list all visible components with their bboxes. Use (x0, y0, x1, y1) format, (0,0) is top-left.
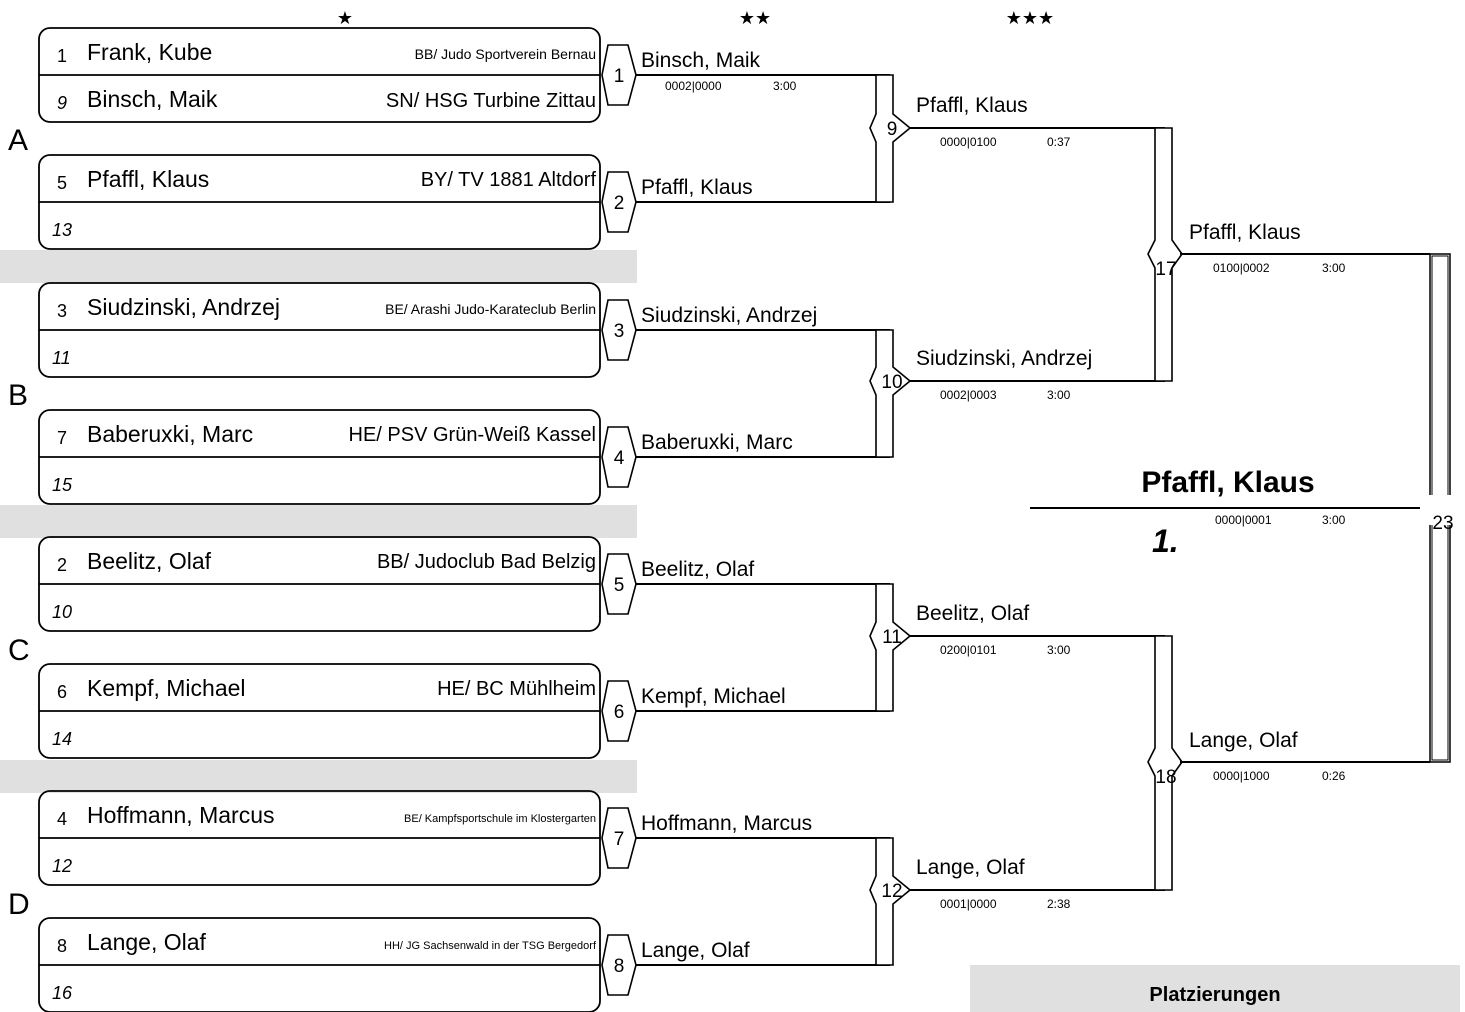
match-winner[interactable]: Binsch, Maik (641, 49, 761, 72)
match-10 (870, 330, 1165, 457)
match-winner[interactable]: Siudzinski, Andrzej (641, 304, 818, 327)
match-time: 3:00 (773, 79, 797, 93)
entry-seed: 5 (57, 173, 68, 193)
match-4 (602, 427, 890, 487)
match-number: 4 (613, 448, 625, 469)
match-hexagon (870, 330, 910, 457)
match-score: 0200|0101 (940, 643, 997, 657)
match-number: 10 (881, 372, 903, 393)
match-winner[interactable]: Pfaffl, Klaus (1189, 221, 1301, 244)
match-time: 0:37 (1047, 135, 1071, 149)
entry-club: BB/ Judoclub Bad Belzig (376, 551, 596, 573)
entry-seed: 12 (52, 856, 73, 876)
entry-seed: 10 (52, 602, 73, 622)
match-5 (602, 554, 890, 614)
match-winner[interactable]: Lange, Olaf (1189, 729, 1298, 752)
match-winner[interactable]: Hoffmann, Marcus (641, 812, 813, 835)
match-number: 6 (613, 702, 625, 723)
entry-seed: 13 (52, 220, 73, 240)
match-time: 3:00 (1047, 388, 1071, 402)
entry-club: BB/ Judo Sportverein Bernau (414, 46, 596, 62)
match-11 (870, 584, 1165, 711)
entry-seed: 9 (57, 93, 68, 113)
match-hexagon (1148, 636, 1182, 890)
match-score: 0000|1000 (1213, 769, 1270, 783)
match-12 (870, 838, 1165, 965)
match-number: 3 (613, 321, 625, 342)
pool-label-a: A (8, 124, 29, 157)
entry-pair (39, 664, 600, 758)
match-time: 0:26 (1322, 769, 1346, 783)
match-winner[interactable]: Kempf, Michael (641, 685, 786, 708)
entry-club: BE/ Kampfsportschule im Klostergarten (404, 813, 596, 825)
entry-club: HH/ JG Sachsenwald in der TSG Bergedorf (384, 940, 596, 952)
entry-seed: 14 (52, 729, 73, 749)
final-match-number: 23 (1432, 513, 1454, 534)
entry-seed: 4 (57, 809, 68, 829)
match-score: 0100|0002 (1213, 261, 1270, 275)
match-score: 0002|0003 (940, 388, 997, 402)
round2-star: ★★ (738, 8, 772, 28)
entry-name[interactable]: Siudzinski, Andrzej (87, 294, 281, 320)
match-winner[interactable]: Lange, Olaf (916, 856, 1025, 879)
entry-name[interactable]: Beelitz, Olaf (87, 548, 211, 574)
match-winner[interactable]: Beelitz, Olaf (641, 558, 755, 581)
match-1 (602, 45, 890, 105)
match-2 (602, 172, 890, 232)
match-hexagon (1148, 128, 1182, 381)
entry-pair (39, 791, 600, 885)
match-winner[interactable]: Baberuxki, Marc (641, 431, 793, 454)
entry-pair (39, 537, 600, 631)
entry-pair (39, 28, 600, 122)
entry-seed: 16 (52, 983, 73, 1003)
match-score: 0001|0000 (940, 897, 997, 911)
pool-separator (0, 760, 637, 793)
entry-name[interactable]: Baberuxki, Marc (87, 421, 254, 447)
round3-star: ★★★ (1005, 8, 1055, 28)
match-number: 12 (881, 881, 903, 902)
match-7 (602, 808, 890, 868)
match-3 (602, 300, 890, 360)
entry-pair (39, 283, 600, 377)
match-winner[interactable]: Pfaffl, Klaus (641, 176, 753, 199)
entry-club: BE/ Arashi Judo-Karateclub Berlin (385, 301, 596, 317)
pool-label-c: C (8, 634, 30, 667)
match-number: 9 (886, 119, 898, 140)
match-winner[interactable]: Beelitz, Olaf (916, 602, 1030, 625)
match-score: 0002|0000 (665, 79, 722, 93)
match-number: 17 (1155, 259, 1177, 280)
entry-seed: 2 (57, 555, 68, 575)
final-match (1030, 254, 1462, 762)
match-number: 8 (613, 956, 625, 977)
round1-matches (602, 45, 890, 995)
entry-seed: 1 (57, 46, 68, 66)
entry-seed: 11 (52, 348, 71, 368)
entry-name[interactable]: Lange, Olaf (87, 929, 206, 955)
round1-star: ★ (336, 8, 354, 28)
entry-seed: 6 (57, 682, 68, 702)
entry-pair (39, 918, 600, 1012)
match-time: 3:00 (1047, 643, 1071, 657)
round2-matches (870, 75, 1165, 965)
match-6 (602, 681, 890, 741)
entry-name[interactable]: Kempf, Michael (87, 675, 246, 701)
entry-seed: 15 (52, 475, 73, 495)
entry-name[interactable]: Hoffmann, Marcus (87, 802, 275, 828)
final-time: 3:00 (1322, 513, 1346, 527)
pool-separator (0, 250, 637, 283)
match-time: 3:00 (1322, 261, 1346, 275)
entry-seed: 8 (57, 936, 68, 956)
entry-club: SN/ HSG Turbine Zittau (385, 90, 596, 112)
match-number: 18 (1155, 767, 1177, 788)
entry-name[interactable]: Pfaffl, Klaus (87, 166, 210, 192)
match-score: 0000|0100 (940, 135, 997, 149)
match-winner[interactable]: Lange, Olaf (641, 939, 750, 962)
entry-pair (39, 155, 600, 249)
entry-seed: 7 (57, 428, 68, 448)
winner-name: Pfaffl, Klaus (1141, 466, 1315, 499)
match-winner[interactable]: Pfaffl, Klaus (916, 94, 1028, 117)
pool-label-d: D (8, 888, 30, 921)
match-9 (870, 75, 1165, 202)
placements-label: Platzierungen (1149, 984, 1281, 1006)
entry-pair (39, 410, 600, 504)
entry-name[interactable]: Frank, Kube (87, 39, 213, 65)
pool-label-b: B (8, 379, 29, 412)
entry-club: HE/ PSV Grün-Weiß Kassel (348, 424, 596, 446)
final-score: 0000|0001 (1215, 513, 1272, 527)
entry-name[interactable]: Binsch, Maik (87, 86, 218, 112)
match-winner[interactable]: Siudzinski, Andrzej (916, 347, 1093, 370)
entry-club: HE/ BC Mühlheim (437, 678, 596, 700)
entry-seed: 3 (57, 301, 68, 321)
pool-separator (0, 505, 637, 538)
match-number: 11 (882, 627, 902, 648)
match-number: 2 (613, 193, 625, 214)
entry-club: BY/ TV 1881 Altdorf (420, 169, 596, 191)
match-8 (602, 935, 890, 995)
match-time: 2:38 (1047, 897, 1071, 911)
match-number: 7 (613, 829, 625, 850)
match-number: 1 (613, 66, 625, 87)
match-number: 5 (613, 575, 625, 596)
winner-place: 1. (1152, 523, 1179, 559)
